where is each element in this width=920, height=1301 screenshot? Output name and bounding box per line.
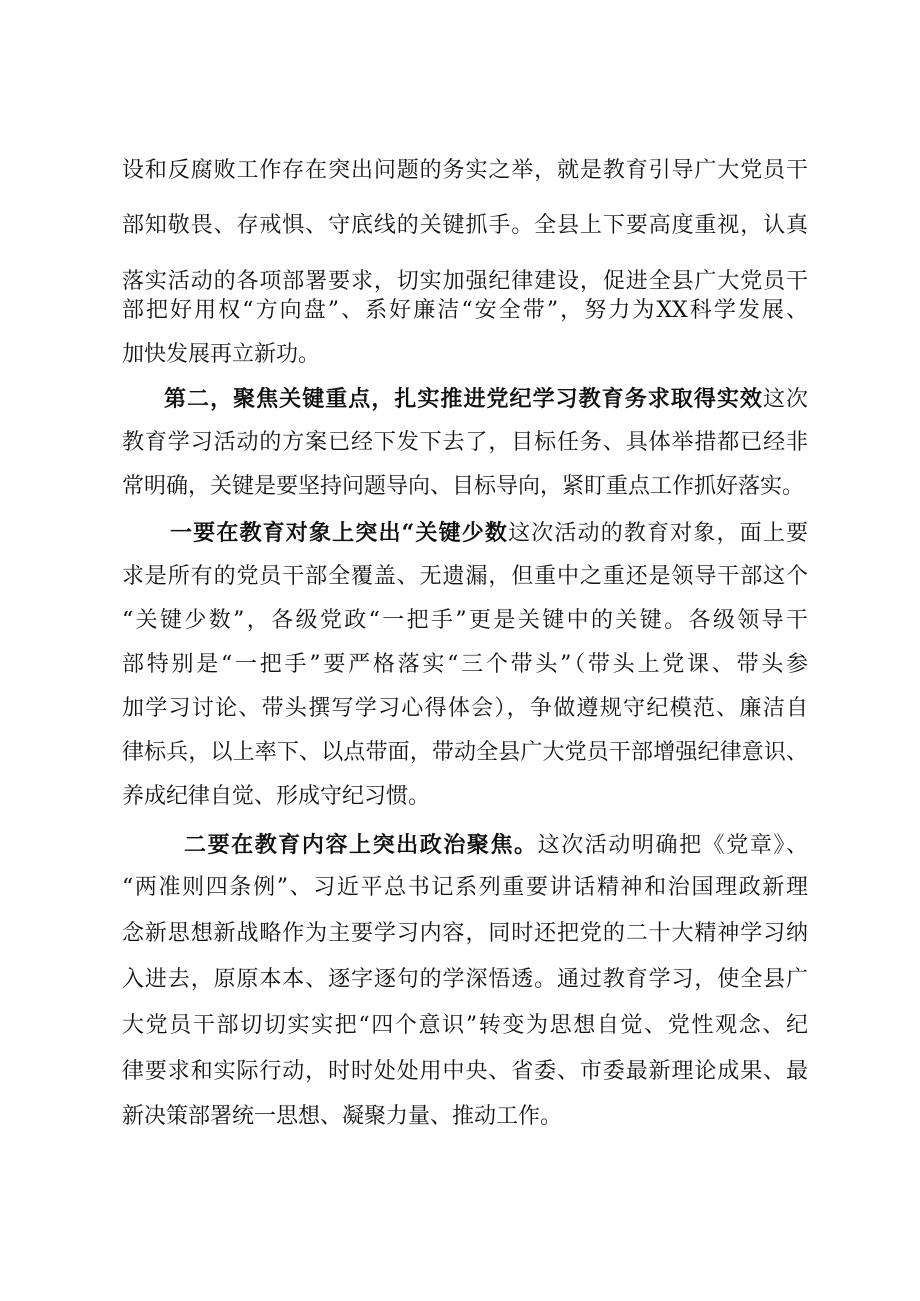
- paragraph-3-first-tail: 这次活动的教育对象，面上要: [508, 521, 808, 546]
- paragraph-4-line-7: 新决策部署统一思想、凝聚力量、推动工作。: [122, 1104, 563, 1129]
- paragraph-2-line-3: 常明确，关键是要坚持问题导向、目标导向，紧盯重点工作抓好落实。: [122, 474, 805, 499]
- paragraph-4-line-4: 入进去，原原本本、逐字逐句的学深悟透。通过教育学习，使全县广: [122, 967, 808, 992]
- paragraph-2-heading: 第二，聚焦关键重点，扎实推进党纪学习教育务求取得实效: [164, 386, 763, 412]
- paragraph-4-first-tail: 这次活动明确把《党章》、: [537, 833, 808, 858]
- paragraph-2-line-2: 教育学习活动的方案已经下发下去了，目标任务、具体举措都已经非: [122, 430, 808, 455]
- paragraph-4-line-1: [184, 830, 808, 861]
- paragraph-3-line-5: 加学习讨论、带头撰写学习心得体会），争做遵规守纪模范、廉洁自: [122, 696, 808, 721]
- paragraph-4-line-6: 律要求和实际行动，时时处处用中央、省委、市委最新理论成果、最: [122, 1059, 808, 1084]
- paragraph-1-line-2: 部知敬畏、存戒惧、守底线的关键抓手。全县上下要高度重视，认真: [122, 213, 808, 238]
- paragraph-1-line-1: 设和反腐败工作存在突出问题的务实之举，就是教育引导广大党员干: [122, 158, 808, 183]
- paragraph-3-line-4: 部特别是“一把手”要严格落实“三个带头”（带头上党课、带头参: [122, 652, 808, 677]
- paragraph-3-line-7: 养成纪律自觉、形成守纪习惯。: [122, 784, 431, 809]
- paragraph-3-line-3: “关键少数”，各级党政“一把手”更是关键中的关键。各级领导干: [122, 608, 808, 633]
- paragraph-4-line-5: 大党员干部切切实实把“四个意识”转变为思想自觉、党性观念、纪: [122, 1013, 808, 1038]
- paragraph-1-line-4: 部把好用权“方向盘”、系好廉洁“安全带”，努力为XX科学发展、: [122, 298, 808, 323]
- paragraph-3-line-6: 律标兵，以上率下、以点带面，带动全县广大党员干部增强纪律意识、: [122, 740, 808, 765]
- paragraph-2-first-tail: 这次: [762, 387, 808, 412]
- paragraph-4-heading: 二要在教育内容上突出政治聚焦。: [184, 832, 538, 858]
- paragraph-4-line-3: 念新思想新战略作为主要学习内容，同时还把党的二十大精神学习纳: [122, 921, 808, 946]
- paragraph-3-heading: 一要在教育对象上突出“关键少数: [170, 520, 509, 546]
- paragraph-3-line-1: [170, 518, 808, 549]
- paragraph-3-line-2: 求是所有的党员干部全覆盖、无遗漏，但重中之重还是领导干部这个: [122, 564, 808, 589]
- paragraph-1-line-3: 落实活动的各项部署要求，切实加强纪律建设，促进全县广大党员干: [122, 269, 808, 294]
- paragraph-2-line-1: [164, 384, 808, 415]
- paragraph-4-line-2: “两准则四条例”、习近平总书记系列重要讲话精神和治国理政新理: [122, 875, 808, 900]
- paragraph-1-line-5: 加快发展再立新功。: [122, 342, 321, 367]
